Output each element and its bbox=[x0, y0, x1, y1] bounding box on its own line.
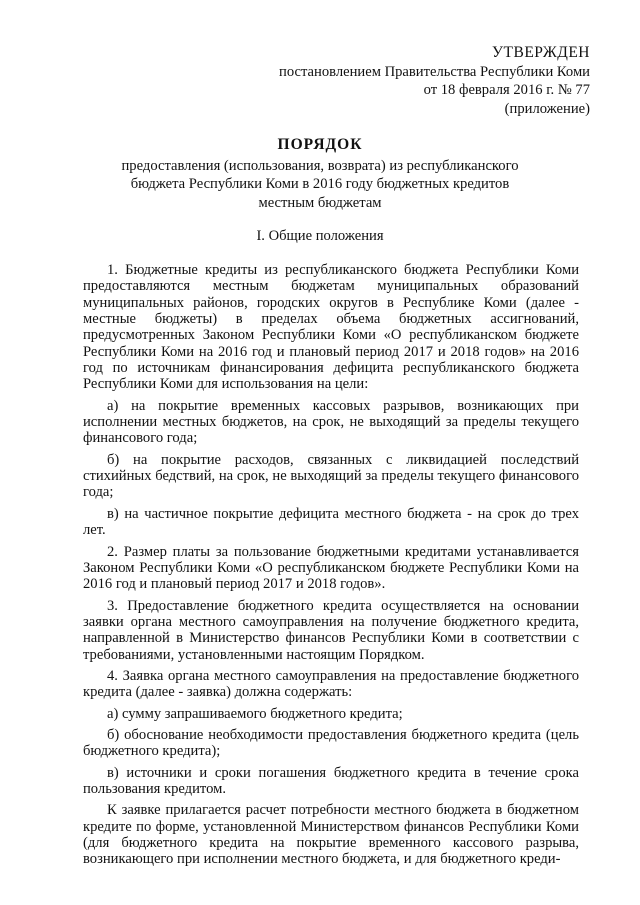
approval-appendix-line: (приложение) bbox=[504, 100, 590, 117]
paragraph-2: 2. Размер платы за пользование бюджетными кредитами устанавливается Законом Республики Коми «О республиканском бюджете Республики Коми на 2016 год и плановый период 2017 и 2018 годов». bbox=[83, 543, 579, 593]
title-line-1: предоставления (использования, возврата) из республиканского bbox=[121, 157, 519, 174]
title-line-3: местным бюджетам bbox=[258, 194, 382, 211]
paragraph-attachment: К заявке прилагается расчет потребности местного бюджета в бюджетном кредите по форме, установленной Министерством финансов Республики Коми (для бюджетного кредита на покрытие временного кассового разрыва, возникающего при исполнении местного бюджета, и для бюджетного креди- bbox=[83, 802, 579, 868]
paragraph-1: 1. Бюджетные кредиты из республиканского бюджета Республики Коми предоставляются местным бюджетам муниципальных образований муниципальных районов, городских округов в Республике Коми (далее - местные бюджеты) в пределах объема бюджетных ассигнований, предусмотренных Законом Республики Коми «О республиканском бюджете Республики Коми на 2016 год и плановый период 2017 и 2018 годов» на 2016 год по источникам финансирования дефицита республиканского бюджета Республики Коми для использования на цели: bbox=[83, 262, 579, 393]
title-line-2: бюджета Республики Коми в 2016 году бюджетных кредитов bbox=[130, 176, 510, 192]
document-title bbox=[0, 136, 640, 212]
approval-heading: УТВЕРЖДЕН bbox=[492, 44, 590, 61]
paragraph-1c: в) на частичное покрытие дефицита местного бюджета - на срок до трех лет. bbox=[83, 505, 579, 539]
paragraph-1b: б) на покрытие расходов, связанных с ликвидацией последствий стихийных бедствий, на срок, не выходящий за пределы текущего финансового года; bbox=[83, 451, 579, 501]
paragraph-4c: в) источники и сроки погашения бюджетного кредита в течение срока пользования кредитом. bbox=[83, 764, 579, 797]
paragraph-4a: а) сумму запрашиваемого бюджетного кредита; bbox=[107, 705, 403, 722]
paragraph-4: 4. Заявка органа местного самоуправления на предоставление бюджетного кредита (далее - заявка) должна содержать: bbox=[83, 667, 579, 701]
paragraph-3: 3. Предоставление бюджетного кредита осуществляется на основании заявки органа местного самоуправления на получение бюджетного кредита, направленной в Министерство финансов Республики Коми в соответствии с требованиями, установленными настоящим Порядком. bbox=[83, 597, 579, 663]
title-main: ПОРЯДОК bbox=[277, 136, 363, 153]
section-heading: I. Общие положения bbox=[256, 228, 384, 244]
approval-date-line: от 18 февраля 2016 г. № 77 bbox=[423, 82, 590, 98]
approval-decree-line: постановлением Правительства Республики Коми bbox=[279, 63, 590, 80]
approval-stamp bbox=[279, 44, 590, 118]
paragraph-1a: а) на покрытие временных кассовых разрывов, возникающих при исполнении местных бюджетов, на срок, не выходящий за пределы текущего финансового года; bbox=[83, 397, 579, 447]
document-body bbox=[83, 262, 579, 868]
paragraph-4b: б) обоснование необходимости предоставления бюджетного кредита (цель бюджетного кредита); bbox=[83, 726, 579, 760]
